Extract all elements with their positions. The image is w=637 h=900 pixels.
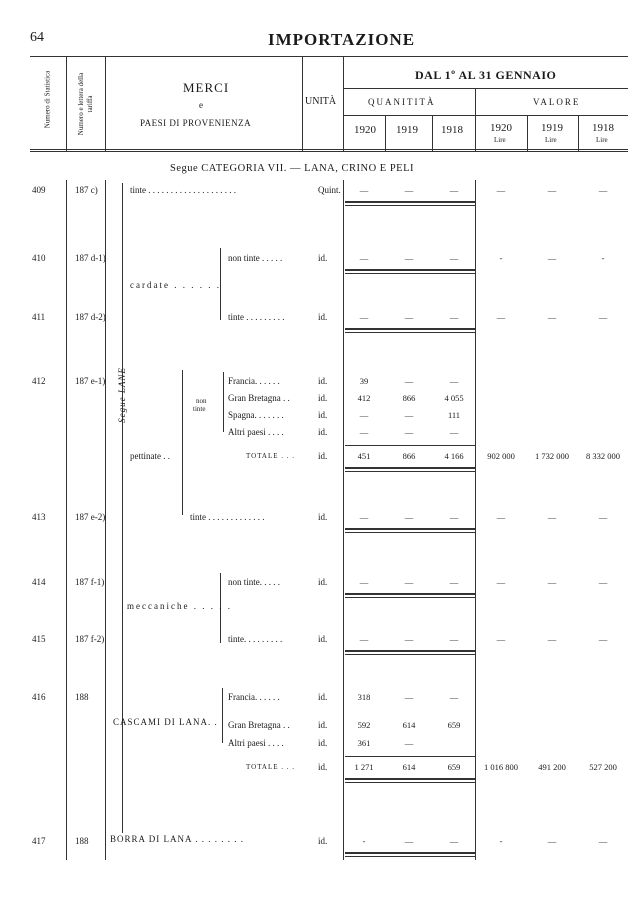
qty-cell: —: [359, 410, 369, 420]
label-meccaniche: meccaniche . . . . .: [127, 601, 232, 611]
e-header: e: [199, 100, 203, 110]
val-cell: —: [598, 634, 608, 644]
val-cell: —: [496, 634, 506, 644]
qty-cell: —: [404, 577, 414, 587]
col-divider: [302, 56, 303, 151]
row-total: TOTALE . . .: [246, 763, 296, 771]
val-total-cell: 1 732 000: [535, 451, 569, 461]
val-total-cell: 8 332 000: [586, 451, 620, 461]
label-cascami: CASCAMI DI LANA. .: [113, 717, 218, 727]
val-cell: —: [496, 577, 506, 587]
row-country: Gran Bretagna . .: [228, 393, 290, 403]
row-number: 416: [32, 692, 46, 702]
val-cell: —: [547, 512, 557, 522]
qty-cell: 614: [402, 720, 416, 730]
quantita-header: QUANITITÀ: [368, 97, 436, 107]
qty-cell: —: [404, 185, 414, 195]
row-rule-2: [345, 856, 475, 857]
qty-cell: —: [359, 634, 369, 644]
row-number: 410: [32, 253, 46, 263]
total-rule: [345, 778, 475, 780]
val-total-cell: 491 200: [538, 762, 566, 772]
col-numero-header: Numero di Statistica: [43, 70, 52, 129]
qty-cell: —: [404, 634, 414, 644]
row-number: 409: [32, 185, 46, 195]
qty-total-cell: 1 271: [354, 762, 374, 772]
val-cell: —: [598, 312, 608, 322]
header-top-rule: [30, 56, 628, 57]
row-rule-2: [345, 597, 475, 598]
row-rule: [345, 852, 475, 854]
row-number: 417: [32, 836, 46, 846]
val-cell: —: [598, 512, 608, 522]
row-unit: id.: [318, 720, 328, 730]
qty-cell: —: [404, 836, 414, 846]
row-desc: tinte . . . . . . . . .: [228, 312, 285, 322]
val-cell: -: [499, 836, 503, 846]
row-unit: id.: [318, 427, 328, 437]
col-divider: [343, 56, 344, 151]
qty-cell: -: [362, 836, 366, 846]
qty-cell: —: [404, 253, 414, 263]
row-unit: id.: [318, 738, 328, 748]
row-tariff: 188: [75, 692, 89, 702]
row-rule-2: [345, 273, 475, 274]
subtotal-rule: [345, 445, 475, 446]
val-total-cell: 527 200: [589, 762, 617, 772]
pettinate-bracket: [182, 370, 183, 515]
lane-bracket: [122, 183, 123, 833]
val-cell: —: [547, 577, 557, 587]
val-cell: —: [598, 836, 608, 846]
val-cell: —: [496, 512, 506, 522]
val-cell: —: [547, 634, 557, 644]
qty-cell: 412: [357, 393, 371, 403]
label-tinte: tinte: [193, 405, 206, 413]
year-q-1918: 1918: [441, 124, 463, 136]
row-desc: tinte . . . . . . . . . . . . . . . . . . . .: [130, 185, 236, 195]
row-tariff: 187 f-2): [75, 634, 105, 644]
val-cell: —: [598, 185, 608, 195]
qty-cell: 111: [447, 410, 461, 420]
qty-cell: —: [359, 185, 369, 195]
row-tariff: 187 d-2): [75, 312, 106, 322]
col-divider: [432, 115, 433, 151]
row-rule-2: [345, 332, 475, 333]
row-desc: non tinte. . . . .: [228, 577, 280, 587]
row-number: 412: [32, 376, 46, 386]
qty-cell: —: [359, 512, 369, 522]
row-unit: id.: [318, 312, 328, 322]
row-country: Spagna. . . . . . .: [228, 410, 284, 420]
period-header: DAL 1º AL 31 GENNAIO: [415, 68, 557, 82]
row-country: Altri paesi . . . .: [228, 427, 284, 437]
row-number: 411: [32, 312, 46, 322]
row-rule: [345, 528, 475, 530]
qty-cell: —: [404, 376, 414, 386]
paesi-header: PAESI DI PROVENIENZA: [140, 118, 252, 128]
row-unit: id.: [318, 634, 328, 644]
row-unit: id.: [318, 376, 328, 386]
nontinte-bracket: [223, 372, 224, 432]
row-country: Altri paesi . . . .: [228, 738, 284, 748]
header-bottom-rule-2: [30, 151, 628, 152]
qty-cell: —: [449, 692, 459, 702]
page-number: 64: [30, 30, 44, 45]
qty-cell: —: [404, 312, 414, 322]
row-unit: id.: [318, 512, 328, 522]
val-total-cell: 902 000: [487, 451, 515, 461]
row-country: Gran Bretagna . .: [228, 720, 290, 730]
row-rule: [345, 593, 475, 595]
col-divider: [105, 56, 106, 151]
qty-cell: 361: [357, 738, 371, 748]
col-divider: [578, 115, 579, 151]
row-number: 415: [32, 634, 46, 644]
qty-cell: —: [404, 692, 414, 702]
group-label-lane: Segue LANE: [117, 367, 127, 423]
row-unit: id.: [318, 393, 328, 403]
qty-cell: —: [404, 410, 414, 420]
lire-label: Lire: [494, 136, 506, 144]
label-pettinate: pettinate . .: [130, 451, 170, 461]
row-rule-2: [345, 205, 475, 206]
val-cell: —: [496, 185, 506, 195]
year-q-1919: 1919: [396, 124, 418, 136]
qty-cell: 866: [402, 393, 416, 403]
subtotal-rule: [345, 756, 475, 757]
qty-cell: —: [404, 427, 414, 437]
row-total: TOTALE . . .: [246, 452, 296, 460]
year-v-1920: 1920: [490, 122, 512, 134]
year-v-1919: 1919: [541, 122, 563, 134]
row-tariff: 187 c): [75, 185, 98, 195]
row-unit: id.: [318, 451, 328, 461]
row-desc: non tinte . . . . .: [228, 253, 283, 263]
lire-label: Lire: [545, 136, 557, 144]
qty-cell: 39: [359, 376, 369, 386]
qty-cell: —: [359, 253, 369, 263]
row-desc: tinte. . . . . . . . .: [228, 634, 283, 644]
val-cell: -: [499, 253, 503, 263]
header-bottom-rule: [30, 149, 628, 150]
label-borra: BORRA DI LANA . . . . . . . .: [110, 834, 245, 844]
qty-total-cell: 4 166: [444, 451, 464, 461]
qty-cell: 659: [447, 720, 461, 730]
label-cardate: cardate . . . . . .: [130, 280, 221, 290]
unita-header: UNITÀ: [305, 96, 337, 107]
row-unit: id.: [318, 762, 328, 772]
val-cell: -: [601, 253, 605, 263]
merci-header: MERCI: [183, 80, 230, 95]
qty-cell: —: [359, 312, 369, 322]
year-v-1918: 1918: [592, 122, 614, 134]
val-cell: —: [598, 577, 608, 587]
lire-label: Lire: [596, 136, 608, 144]
row-tariff: 188: [75, 836, 89, 846]
qty-cell: —: [449, 312, 459, 322]
qty-cell: —: [449, 577, 459, 587]
row-desc: tinte . . . . . . . . . . . . .: [190, 512, 265, 522]
qty-total-cell: 451: [357, 451, 371, 461]
row-unit: Quint.: [318, 185, 341, 195]
section-title: Segue CATEGORIA VII. — LANA, CRINO E PELI: [170, 163, 414, 174]
total-rule: [345, 467, 475, 469]
row-rule-2: [345, 532, 475, 533]
period-rule: [343, 88, 628, 89]
year-q-1920: 1920: [354, 124, 376, 136]
total-rule-2: [345, 471, 475, 472]
label-non: non: [196, 397, 207, 405]
qty-cell: —: [449, 512, 459, 522]
qty-cell: —: [449, 253, 459, 263]
row-unit: id.: [318, 253, 328, 263]
qty-cell: 318: [357, 692, 371, 702]
val-total-cell: 1 016 800: [484, 762, 518, 772]
qty-cell: —: [359, 427, 369, 437]
row-unit: id.: [318, 577, 328, 587]
val-cell: —: [547, 312, 557, 322]
row-tariff: 187 f-1): [75, 577, 105, 587]
row-tariff: 187 e-1): [75, 376, 106, 386]
total-rule-2: [345, 782, 475, 783]
row-rule: [345, 650, 475, 652]
qty-cell: —: [449, 427, 459, 437]
qty-cell: —: [404, 738, 414, 748]
val-cell: —: [496, 312, 506, 322]
qty-cell: —: [404, 512, 414, 522]
qty-cell: —: [449, 836, 459, 846]
qty-cell: —: [449, 634, 459, 644]
row-tariff: 187 e-2): [75, 512, 106, 522]
row-tariff: 187 d-1): [75, 253, 106, 263]
qty-total-cell: 866: [402, 451, 416, 461]
col-divider: [66, 56, 67, 151]
val-cell: —: [547, 185, 557, 195]
val-cell: —: [547, 836, 557, 846]
qty-cell: —: [359, 577, 369, 587]
page-title: IMPORTAZIONE: [268, 30, 416, 49]
years-rule: [343, 115, 628, 116]
col-lettera-header: Numero e lettera della tariffa: [77, 72, 94, 136]
row-rule: [345, 201, 475, 203]
qty-cell: —: [449, 376, 459, 386]
row-number: 413: [32, 512, 46, 522]
qty-total-cell: 659: [447, 762, 461, 772]
qty-cell: —: [449, 185, 459, 195]
qty-cell: 4 055: [444, 393, 464, 403]
col-divider: [385, 115, 386, 151]
val-cell: —: [547, 253, 557, 263]
row-unit: id.: [318, 692, 328, 702]
col-divider: [475, 88, 476, 151]
valore-header: VALORE: [533, 97, 581, 107]
row-rule-2: [345, 654, 475, 655]
qty-cell: 592: [357, 720, 371, 730]
cascami-bracket: [222, 688, 223, 743]
row-unit: id.: [318, 410, 328, 420]
qty-total-cell: 614: [402, 762, 416, 772]
body-col-rule: [66, 180, 67, 860]
row-unit: id.: [318, 836, 328, 846]
col-divider: [527, 115, 528, 151]
row-country: Francia. . . . . .: [228, 692, 280, 702]
row-rule: [345, 269, 475, 271]
row-number: 414: [32, 577, 46, 587]
row-rule: [345, 328, 475, 330]
row-country: Francia. . . . . .: [228, 376, 280, 386]
